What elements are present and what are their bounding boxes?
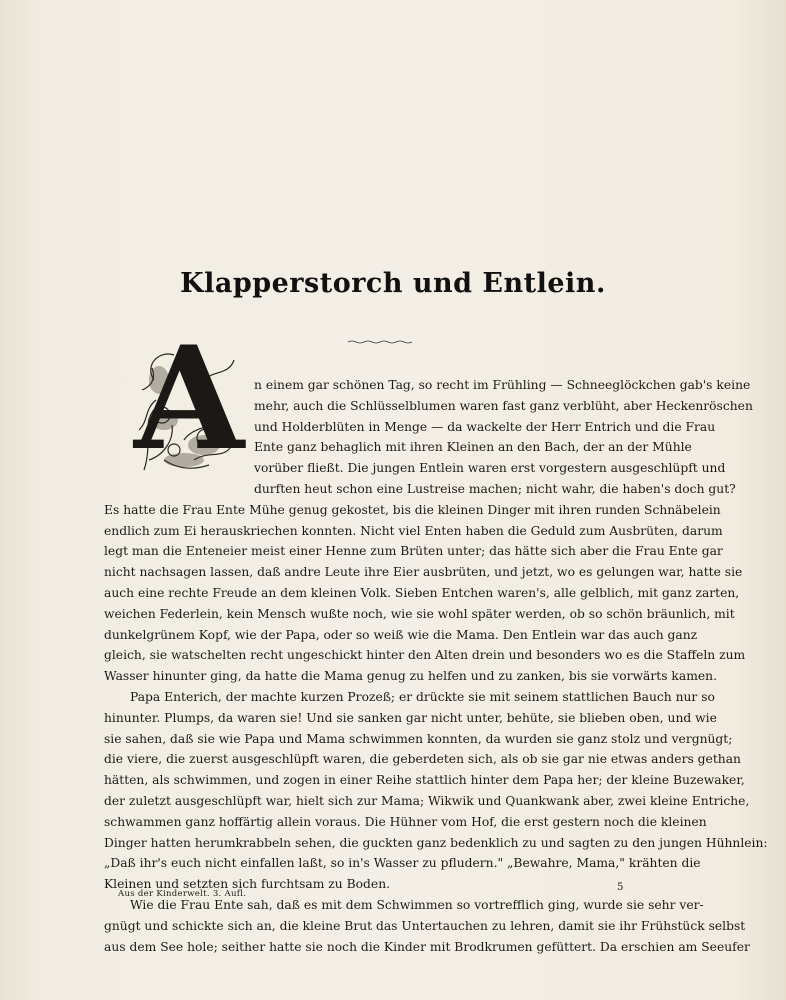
text-line: schwammen ganz hoffärtig allein voraus. Die Hühner vom Hof, die erst gestern noch die kleinen [104,814,707,829]
title-ornament-rule [348,340,412,344]
text-line: hätten, als schwimmen, und zogen in einer Reihe stattlich hinter dem Papa her; der kleine Buzewaker, [104,773,745,788]
text-line: Wasser hinunter ging, da hatte die Mama genug zu helfen und zu zanken, bis sie vorwärts kamen. [104,669,717,684]
paragraph-1-full [104,479,768,957]
text-line: legt man die Enteneier meist einer Henne zum Brüten unter; das hätte sich aber die Frau Ente gar [104,544,723,559]
initial-letter: A [134,316,245,482]
text-line: gnügt und schickte sich an, die kleine Brut das Untertauchen zu lehren, damit sie ihr Frühstück selbst [104,918,746,933]
footer-source: Aus der Kinderwelt. 3. Aufl. [118,889,247,899]
text-line: vorüber fließt. Die jungen Entlein waren erst vorgestern ausgeschlüpft und [254,461,726,476]
text-line: der zuletzt ausgeschlüpft war, hielt sich zur Mama; Wikwik und Quankwank aber, zwei kleine Entriche, [104,793,750,808]
text-line: die viere, die zuerst ausgeschlüpft waren, die geberdeten sich, als ob sie gar nie etwas anders gethan [104,752,741,767]
text-line: aus dem See hole; seither hatte sie noch die Kinder mit Brodkrumen gefüttert. Da erschien am Seeufer [104,939,750,954]
text-line: auch eine rechte Freude an dem kleinen Volk. Sieben Entchen waren's, alle gelblich, mit ganz zarten, [104,585,740,600]
text-line: Kleinen und setzten sich furchtsam zu Boden. [104,877,391,892]
text-line: sie sahen, daß sie wie Papa und Mama schwimmen konnten, da wurden sie ganz stolz und vergnügt; [104,731,733,746]
text-line: Ente ganz behaglich mit ihren Kleinen an den Bach, der an der Mühle [254,440,692,455]
text-line: Dinger hatten herumkrabbeln sehen, die guckten ganz bedenklich zu und sagten zu den jungen Hühnlein: [104,835,768,850]
text-line: durften heut schon eine Lustreise machen; nicht wahr, die haben's doch gut? [254,482,736,496]
text-line: hinunter. Plumps, da waren sie! Und sie sanken gar nicht unter, behüte, sie blieben oben, und wie [104,710,717,725]
text-line: nicht nachsagen lassen, daß andre Leute ihre Eier ausbrüten, und jetzt, wo es gelungen war, hatte sie [104,565,743,580]
page-title: Klapperstorch und Entlein. [180,268,606,299]
page-number: 5 [617,882,624,893]
text-line: mehr, auch die Schlüsselblumen waren fast ganz verblüht, aber Heckenröschen [254,398,753,413]
text-line: „Daß ihr's euch nicht einfallen laßt, so in's Wasser zu pfludern." „Bewahre, Mama," krähten die [104,856,701,871]
text-line: Wie die Frau Ente sah, daß es mit dem Schwimmen so vortrefflich ging, wurde sie sehr ver- [130,897,704,912]
text-line: Es hatte die Frau Ente Mühe genug gekostet, bis die kleinen Dinger mit ihren runden Schnäbelein [104,502,721,517]
text-line: Papa Enterich, der machte kurzen Prozeß; er drückte sie mit seinem stattlichen Bauch nur so [130,689,715,704]
text-line: weichen Federlein, kein Mensch wußte noch, wie sie wohl später werden, ob so schön bräunlich, mit [104,606,735,621]
decorative-initial [134,316,245,482]
text-line: endlich zum Ei herauskriechen konnten. Nicht viel Enten haben die Geduld zum Ausbrüten, darum [104,523,723,538]
text-line: und Holderblüten in Menge — da wackelte der Herr Entrich und die Frau [254,419,716,434]
text-line: n einem gar schönen Tag, so recht im Frühling — Schneeglöckchen gab's keine [254,378,751,392]
text-line: gleich, sie watschelten recht ungeschickt hinter den Alten drein und besonders wo es die Staffeln zum [104,648,746,663]
text-line: dunkelgrünem Kopf, wie der Papa, oder so weiß wie die Mama. Den Entlein war das auch ganz [104,627,698,642]
paragraph-1-wrapped [254,375,753,479]
